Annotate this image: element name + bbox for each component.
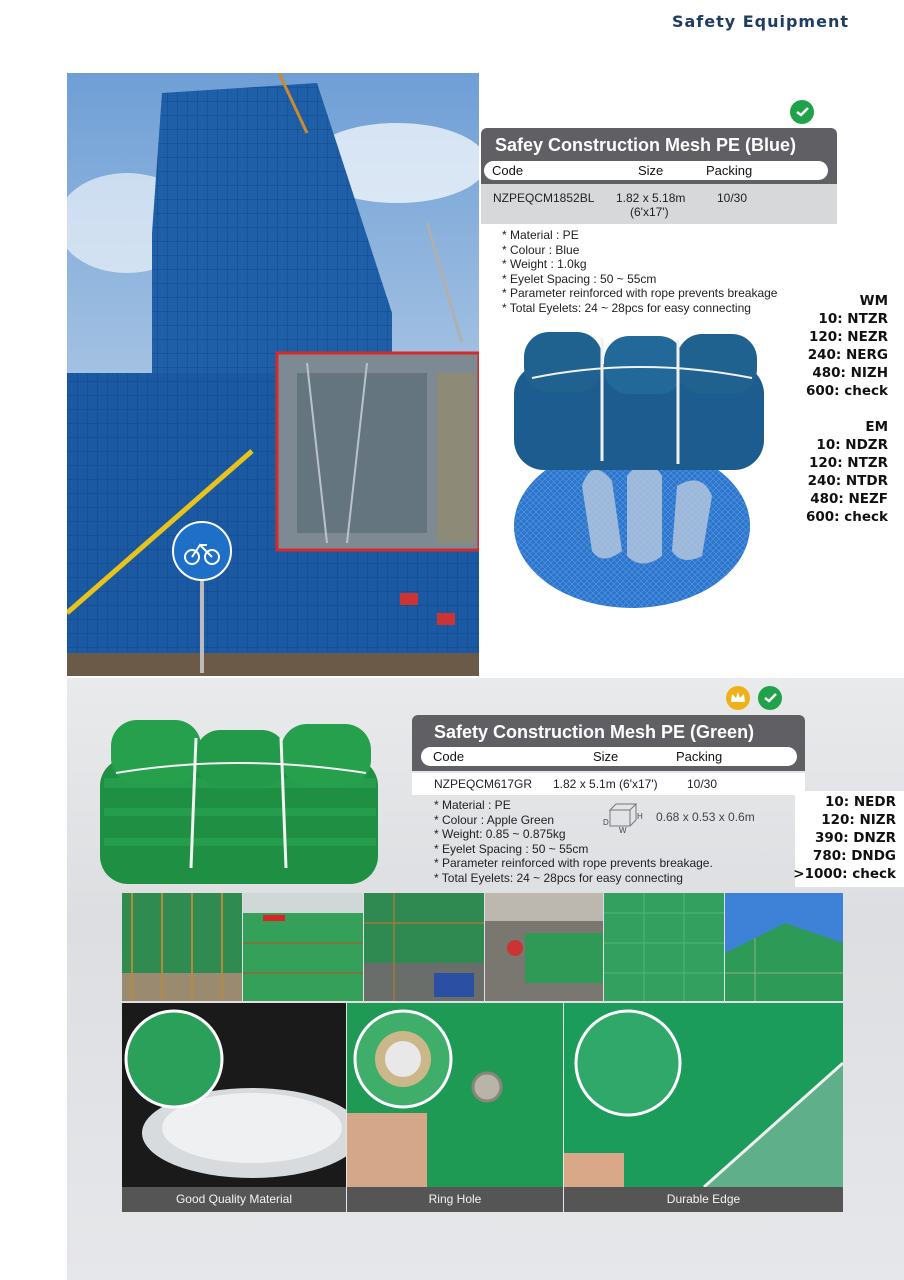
site-photo (122, 893, 242, 1001)
building-mesh-photo (67, 73, 479, 676)
green-code: 120: NIZR (821, 812, 896, 828)
green-product-code: NZPEQCM617GR (434, 777, 533, 791)
em-heading: EM (865, 419, 888, 435)
site-photo (604, 893, 724, 1001)
spec-line: * Material : PE (434, 798, 511, 812)
wm-code: 120: NEZR (809, 329, 888, 345)
wm-code: 10: NTZR (818, 311, 888, 327)
column-size: Size (593, 749, 619, 764)
green-code: >1000: check (793, 866, 896, 882)
blue-product-title: Safey Construction Mesh PE (Blue) (495, 135, 797, 155)
spec-line: * Colour : Blue (502, 242, 580, 257)
green-mesh-product-image (96, 718, 382, 886)
column-code: Code (492, 163, 524, 178)
spec-line: * Material : PE (502, 228, 579, 242)
green-check-badge-icon (758, 686, 782, 710)
em-code: 10: NDZR (816, 437, 888, 453)
spec-line: * Eyelet Spacing : 50 ~ 55cm (502, 271, 657, 286)
blue-product-specs (502, 228, 777, 315)
em-code: 600: check (805, 509, 888, 525)
green-code: 390: DNZR (815, 830, 896, 846)
spec-line: * Colour : Apple Green (434, 812, 555, 827)
column-packing: Packing (706, 163, 753, 178)
carton-w-label: W (619, 826, 627, 835)
column-packing: Packing (676, 749, 723, 764)
spec-line: * Eyelet Spacing : 50 ~ 55cm (434, 841, 589, 856)
green-code: 10: NEDR (824, 794, 896, 810)
blue-product-row (481, 184, 837, 224)
caption-durable-edge: Durable Edge (564, 1187, 843, 1212)
green-product-title: Safety Construction Mesh PE (Green) (434, 722, 755, 742)
em-code: 120: NTZR (809, 455, 888, 471)
carton-dims: 0.68 x 0.53 x 0.6m (656, 810, 755, 824)
ring-hole-photo (347, 1003, 563, 1187)
site-photo (364, 893, 484, 1001)
carton-d-label: D (603, 818, 609, 827)
site-photo (243, 893, 363, 1001)
carton-h-label: H (637, 812, 643, 821)
site-photo (725, 893, 843, 1001)
green-code: 780: DNDG (812, 848, 896, 864)
green-product-row (412, 773, 805, 795)
wm-code: 480: NIZH (812, 365, 888, 381)
caption-ring-hole: Ring Hole (347, 1187, 563, 1212)
spec-line: * Total Eyelets: 24 ~ 28pcs for easy connecting (502, 300, 751, 315)
spec-line: * Parameter reinforced with rope prevents breakage (502, 286, 778, 300)
site-photo (485, 893, 603, 1001)
durable-edge-photo (564, 1003, 843, 1187)
green-check-badge-icon (790, 100, 814, 124)
blue-mesh-product-image (512, 326, 766, 610)
blue-product-packing: 10/30 (717, 191, 748, 205)
caption-good-quality-material: Good Quality Material (122, 1187, 346, 1212)
spec-line: * Weight: 0.85 ~ 0.875kg (434, 827, 566, 841)
crown-badge-icon (726, 686, 750, 710)
spec-line: * Weight : 1.0kg (502, 257, 587, 271)
blue-column-headers (484, 161, 828, 180)
column-size: Size (638, 163, 664, 178)
green-stock-codes (793, 793, 896, 883)
carton-dimensions (602, 802, 772, 838)
wm-heading: WM (859, 293, 888, 309)
green-product-packing: 10/30 (687, 777, 718, 791)
blue-stock-codes (806, 292, 888, 526)
blue-product-size: 1.82 x 5.18m (616, 191, 686, 205)
blue-product-size-ft: (6'x17') (630, 205, 669, 219)
blue-product-code: NZPEQCM1852BL (493, 191, 595, 205)
spec-line: * Total Eyelets: 24 ~ 28pcs for easy connecting (434, 870, 683, 885)
pe-granules-photo (122, 1003, 346, 1187)
em-code: 240: NTDR (807, 473, 888, 489)
em-code: 480: NEZF (810, 491, 888, 507)
wm-code: 240: NERG (807, 347, 888, 363)
page-header-title: Safety Equipment (671, 12, 849, 31)
column-code: Code (433, 749, 465, 764)
green-product-size: 1.82 x 5.1m (6'x17') (553, 777, 658, 791)
wm-code: 600: check (805, 383, 888, 399)
green-column-headers (421, 747, 797, 766)
spec-line: * Parameter reinforced with rope prevents breakage. (434, 856, 713, 870)
